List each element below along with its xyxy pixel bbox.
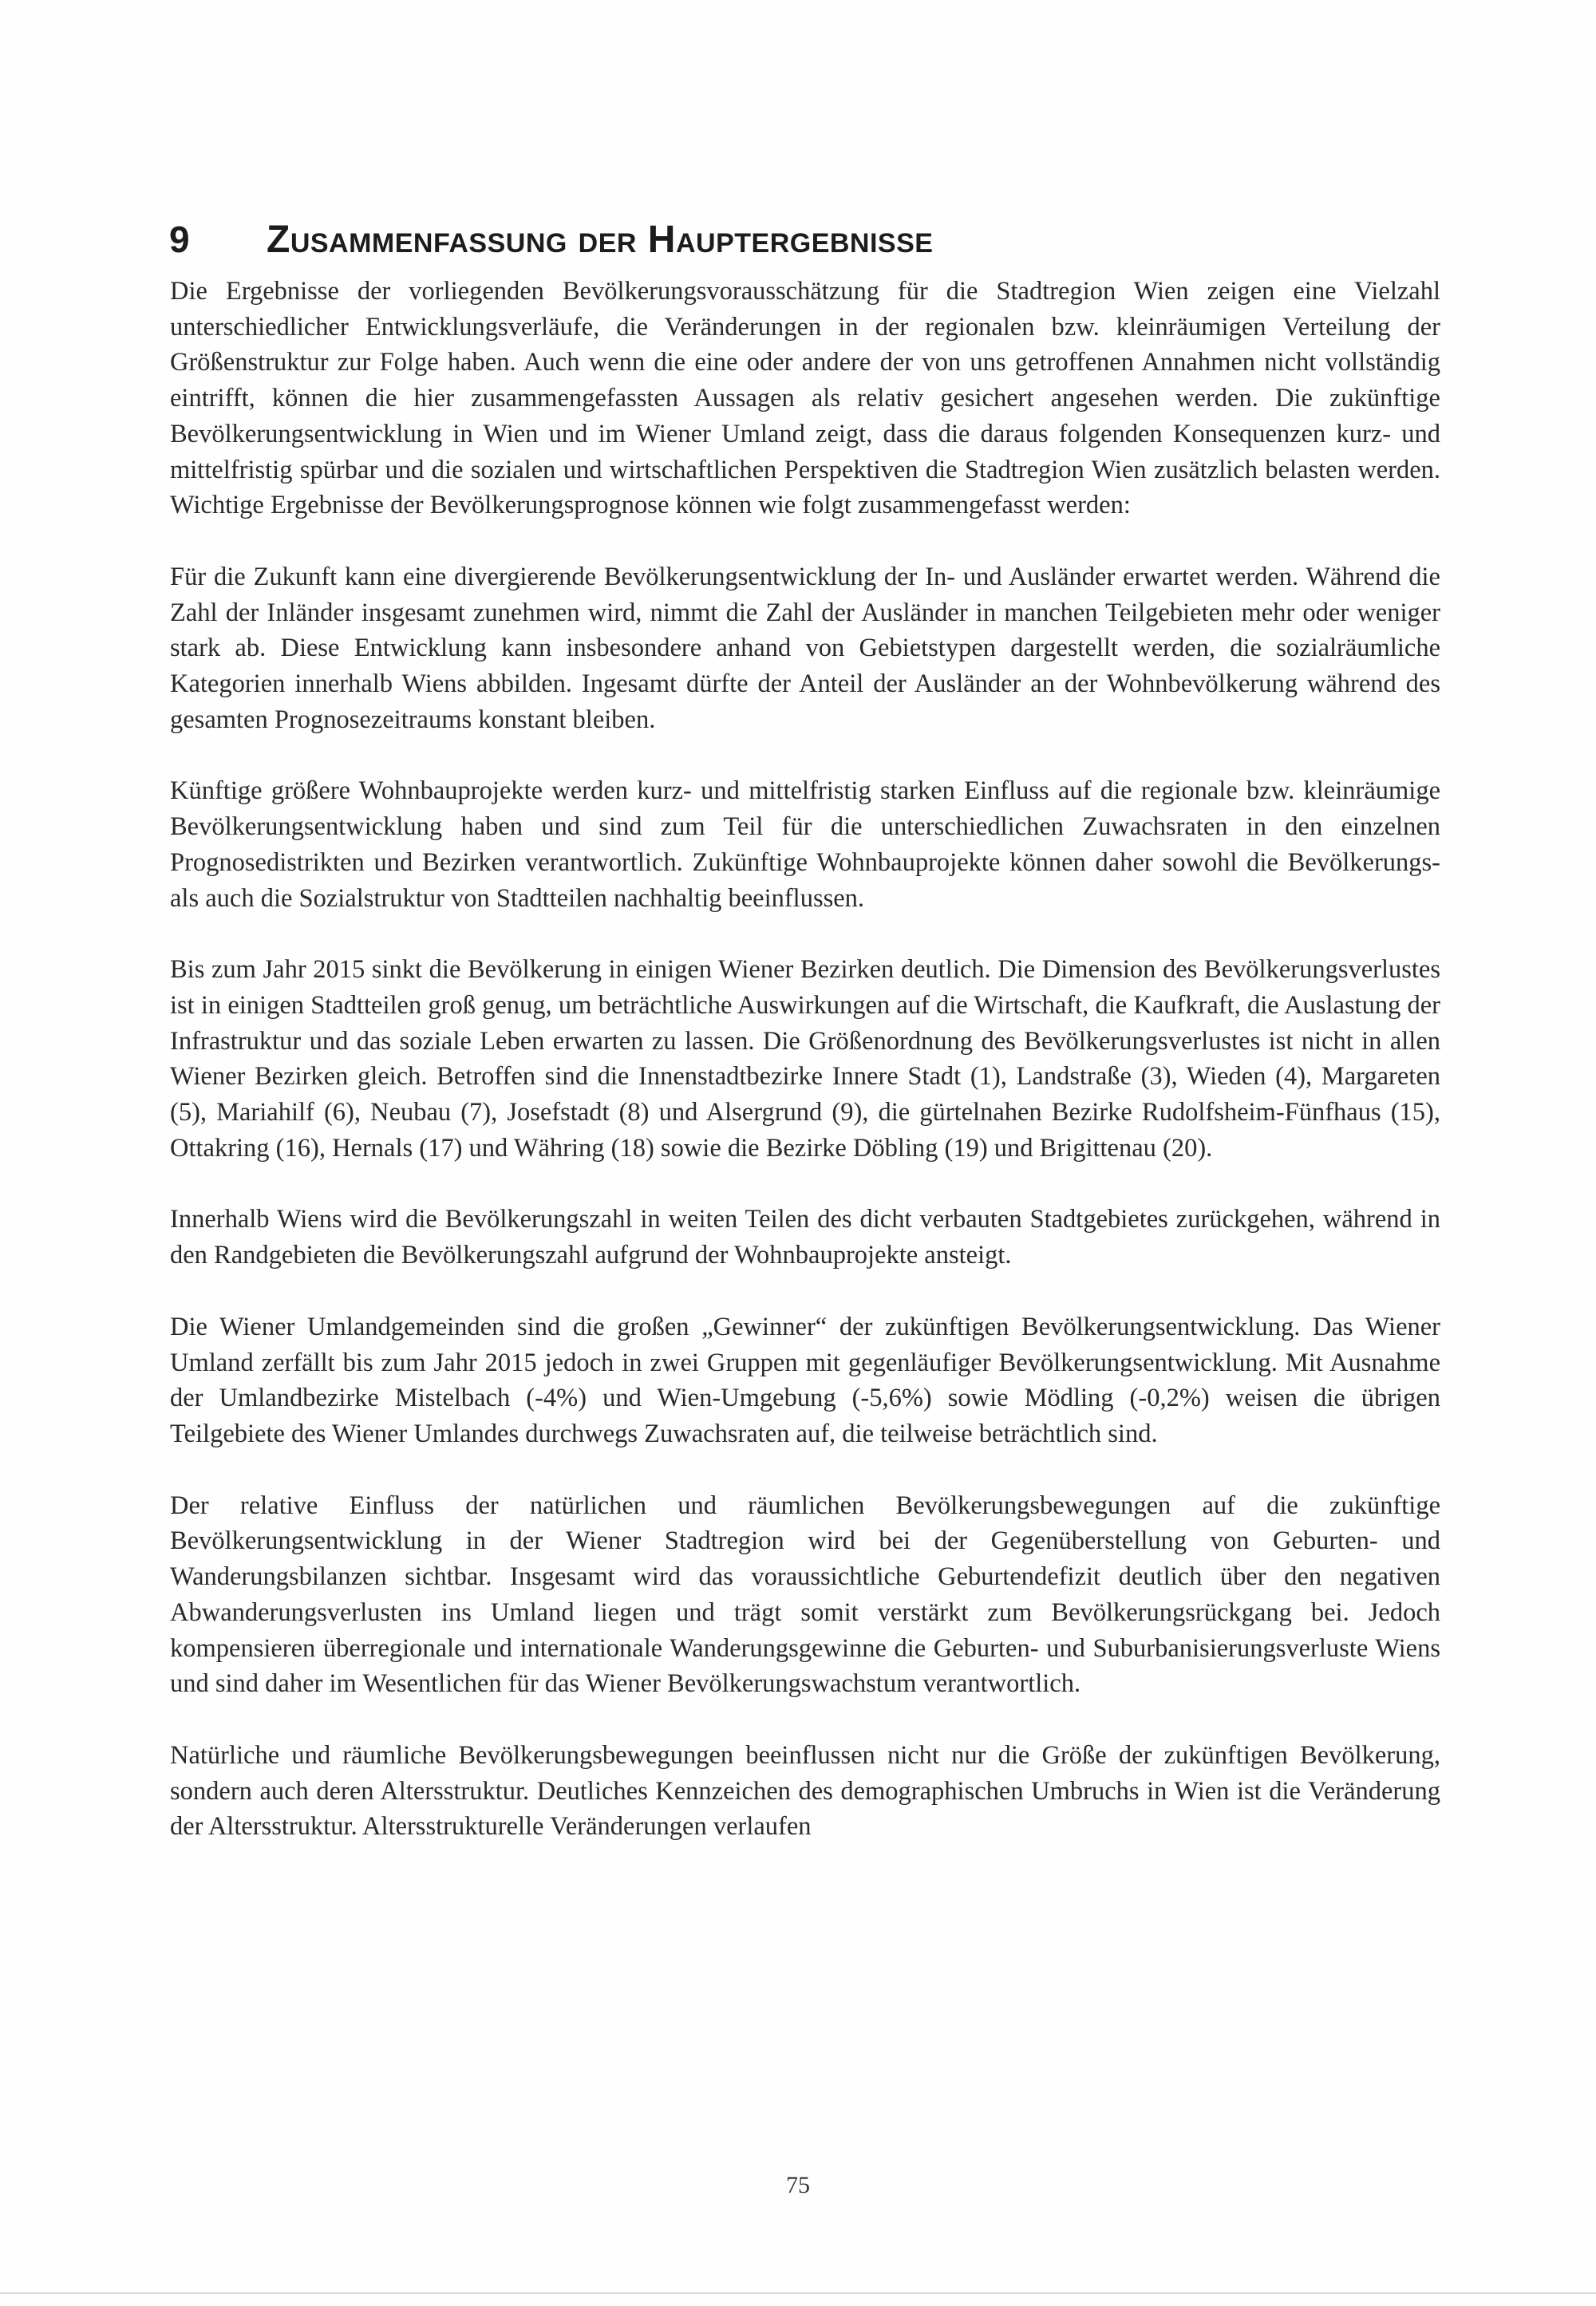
paragraph-4: Bis zum Jahr 2015 sinkt die Bevölkerung in einigen Wiener Bezirken deutlich. Die Dimension des Bevölkerungsverlustes ist in einigen Stadtteilen groß genug, um beträchtliche Auswirkungen auf die Wirtschaft, die Kaufkraft, die Auslastung der Infrastruktur und das soziale Leben erwarten zu lassen. Die Größenordnung des Bevölkerungsverlustes ist nicht in allen Wiener Bezirken gleich. Betroffen sind die Innenstadtbezirke Innere Stadt (1), Landstraße (3), Wieden (4), Margareten (5), Mariahilf (6), Neubau (7), Josefstadt (8) und Alsergrund (9), die gürtelnahen Bezirke Rudolfsheim-Fünfhaus (15), Ottakring (16), Hernals (17) und Währing (18) sowie die Bezirke Döbling (19) und Brigittenau (20). [170,955,1440,1163]
paragraph-7: Der relative Einfluss der natürlichen und räumlichen Bevölkerungsbewegungen auf die zukünftige Bevölkerungsentwicklung in der Wiener Stadtregion wird bei der Gegenüberstellung von Geburten- und Wanderungsbilanzen sichtbar. Insgesamt wird das voraussichtliche Geburtendefizit deutlich über den negativen Abwanderungsverlusten ins Umland liegen und trägt somit verstärkt zum Bevölkerungsrückgang bei. Jedoch kompensieren überregionale und internationale Wanderungsgewinne die Geburten- und Suburbanisierungsverluste Wiens und sind daher im Wesentlichen für das Wiener Bevölkerungswachstum verantwortlich. [170,1491,1440,1699]
page-bottom-edge [0,2292,1596,2294]
paragraph-1: Die Ergebnisse der vorliegenden Bevölkerungsvorausschätzung für die Stadtregion Wien zeigen eine Vielzahl unterschiedlicher Entwicklungsverläufe, die Veränderungen in der regionalen bzw. kleinräumigen Verteilung der Größenstruktur zur Folge haben. Auch wenn die eine oder andere der von uns getroffenen Annahmen nicht vollständig eintrifft, können die hier zusammengefassten Aussagen als relativ gesichert angesehen werden. Die zukünftige Bevölkerungsentwicklung in Wien und im Wiener Umland zeigt, dass die daraus folgenden Konsequenzen kurz- und mittelfristig spürbar und die sozialen und wirtschaftlichen Perspektiven die Stadtregion Wien zusätzlich belasten werden. Wichtige Ergebnisse der Bevölkerungsprognose können wie folgt zusammengefasst werden: [170,277,1440,520]
chapter-title: Zusammenfassung der Hauptergebnisse [267,218,934,261]
page-number: 75 [786,2172,810,2198]
body-text [170,274,1440,1845]
chapter-heading [169,215,1446,266]
paragraph-6: Die Wiener Umlandgemeinden sind die großen „Gewinner“ der zukünftigen Bevölkerungsentwicklung. Das Wiener Umland zerfällt bis zum Jahr 2015 jedoch in zwei Gruppen mit gegenläufiger Bevölkerungsentwicklung. Mit Ausnahme der Umlandbezirke Mistelbach (-4%) und Wien-Umgebung (-5,6%) sowie Mödling (-0,2%) weisen die übrigen Teilgebiete des Wiener Umlandes durchwegs Zuwachsraten auf, die teilweise beträchtlich sind. [170,1312,1440,1448]
chapter-number: 9 [169,218,191,260]
paragraph-3: Künftige größere Wohnbauprojekte werden kurz- und mittelfristig starken Einfluss auf die regionale bzw. kleinräumige Bevölkerungsentwicklung haben und sind zum Teil für die unterschiedlichen Zuwachsraten in den einzelnen Prognosedistrikten und Bezirken verantwortlich. Zukünftige Wohnbauprojekte können daher sowohl die Bevölkerungs- als auch die Sozialstruktur von Stadtteilen nachhaltig beeinflussen. [170,776,1440,913]
paragraph-8: Natürliche und räumliche Bevölkerungsbewegungen beeinflussen nicht nur die Größe der zukünftigen Bevölkerung, sondern auch deren Altersstruktur. Deutliches Kennzeichen des demographischen Umbruchs in Wien ist die Veränderung der Altersstruktur. Altersstrukturelle Veränderungen verlaufen [170,1740,1440,1842]
paragraph-2: Für die Zukunft kann eine divergierende Bevölkerungsentwicklung der In- und Ausländer erwartet werden. Während die Zahl der Inländer insgesamt zunehmen wird, nimmt die Zahl der Ausländer in manchen Teilgebieten mehr oder weniger stark ab. Diese Entwicklung kann insbesondere anhand von Gebietstypen dargestellt werden, die sozialräumliche Kategorien innerhalb Wiens abbilden. Ingesamt dürfte der Anteil der Ausländer an der Wohnbevölkerung während des gesamten Prognosezeitraums konstant bleiben. [170,562,1440,734]
paragraph-5: Innerhalb Wiens wird die Bevölkerungszahl in weiten Teilen des dicht verbauten Stadtgebietes zurückgehen, während in den Randgebieten die Bevölkerungszahl aufgrund der Wohnbauprojekte ansteigt. [170,1205,1440,1270]
